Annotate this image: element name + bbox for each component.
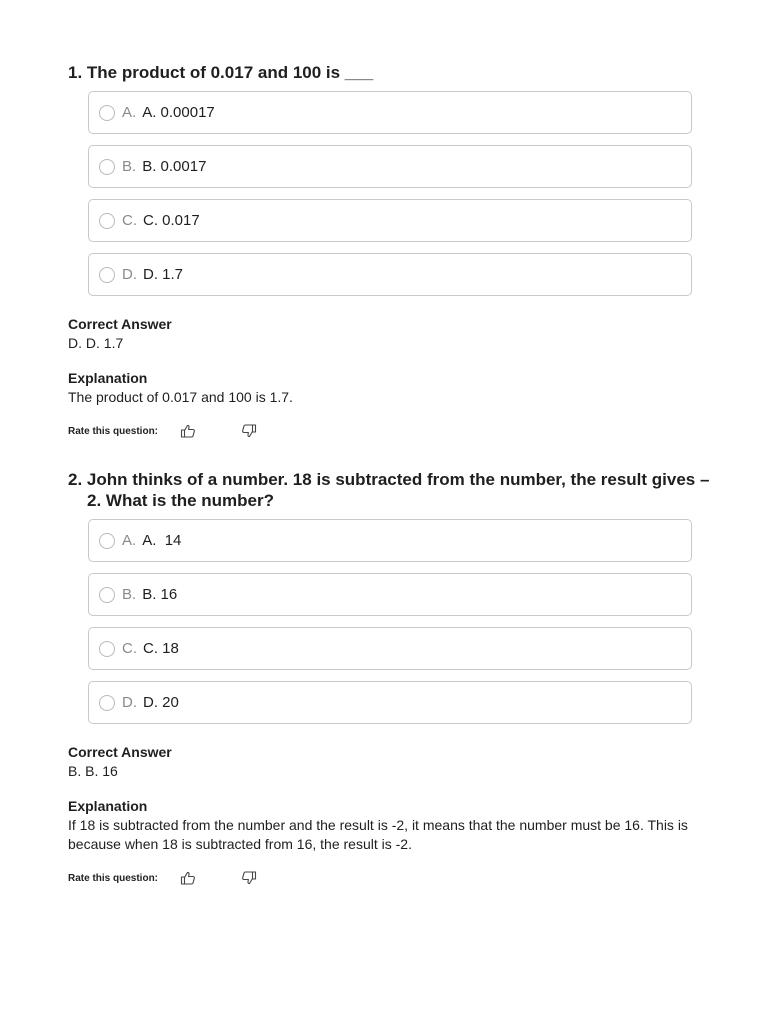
question-title: 1. The product of 0.017 and 100 is ___ [68, 63, 374, 82]
option-text: D. 20 [143, 694, 179, 711]
option-c[interactable] [88, 199, 692, 242]
thumbs-down-icon[interactable] [241, 423, 257, 439]
option-c[interactable] [88, 627, 692, 670]
explanation-text: The product of 0.017 and 100 is 1.7. [68, 389, 293, 405]
option-letter: D. [122, 266, 137, 283]
option-a[interactable] [88, 91, 692, 134]
option-text: C. 18 [143, 640, 179, 657]
thumbs-up-icon[interactable] [180, 870, 196, 886]
option-b[interactable] [88, 145, 692, 188]
option-text: D. 1.7 [143, 266, 184, 283]
correct-answer-value: B. B. 16 [68, 763, 118, 779]
option-a[interactable] [88, 519, 692, 562]
option-letter: C. [122, 640, 137, 657]
rate-label: Rate this question: [68, 426, 159, 437]
radio-button[interactable] [99, 213, 115, 229]
option-text: C. 0.017 [143, 212, 200, 229]
option-letter: B. [122, 586, 137, 603]
correct-answer-label: Correct Answer [68, 744, 172, 760]
question-title: 2. John thinks of a number. 18 is subtracted from the number, the result gives – 2. What is the number? [68, 470, 710, 510]
rate-question-row [68, 870, 368, 890]
option-text: B. 16 [142, 586, 178, 603]
radio-button[interactable] [99, 641, 115, 657]
rate-label: Rate this question: [68, 873, 159, 884]
option-letter: D. [122, 694, 137, 711]
radio-button[interactable] [99, 533, 115, 549]
option-b[interactable] [88, 573, 692, 616]
radio-button[interactable] [99, 105, 115, 121]
radio-button[interactable] [99, 159, 115, 175]
explanation-text: If 18 is subtracted from the number and the result is -2, it means that the number must be 16. This is because when 18 is subtracted from 16, the result is -2. [68, 817, 688, 852]
explanation-label: Explanation [68, 798, 148, 814]
explanation-label: Explanation [68, 370, 148, 386]
option-letter: A. [122, 104, 137, 121]
option-letter: C. [122, 212, 137, 229]
option-text: A. 14 [142, 532, 182, 549]
thumbs-up-icon[interactable] [180, 423, 196, 439]
option-text: B. 0.0017 [142, 158, 207, 175]
radio-button[interactable] [99, 587, 115, 603]
option-d[interactable] [88, 681, 692, 724]
option-letter: A. [122, 532, 137, 549]
radio-button[interactable] [99, 695, 115, 711]
rate-question-row [68, 423, 368, 443]
thumbs-down-icon[interactable] [241, 870, 257, 886]
correct-answer-value: D. D. 1.7 [68, 335, 124, 351]
option-letter: B. [122, 158, 137, 175]
option-text: A. 0.00017 [142, 104, 215, 121]
radio-button[interactable] [99, 267, 115, 283]
correct-answer-label: Correct Answer [68, 316, 172, 332]
option-d[interactable] [88, 253, 692, 296]
